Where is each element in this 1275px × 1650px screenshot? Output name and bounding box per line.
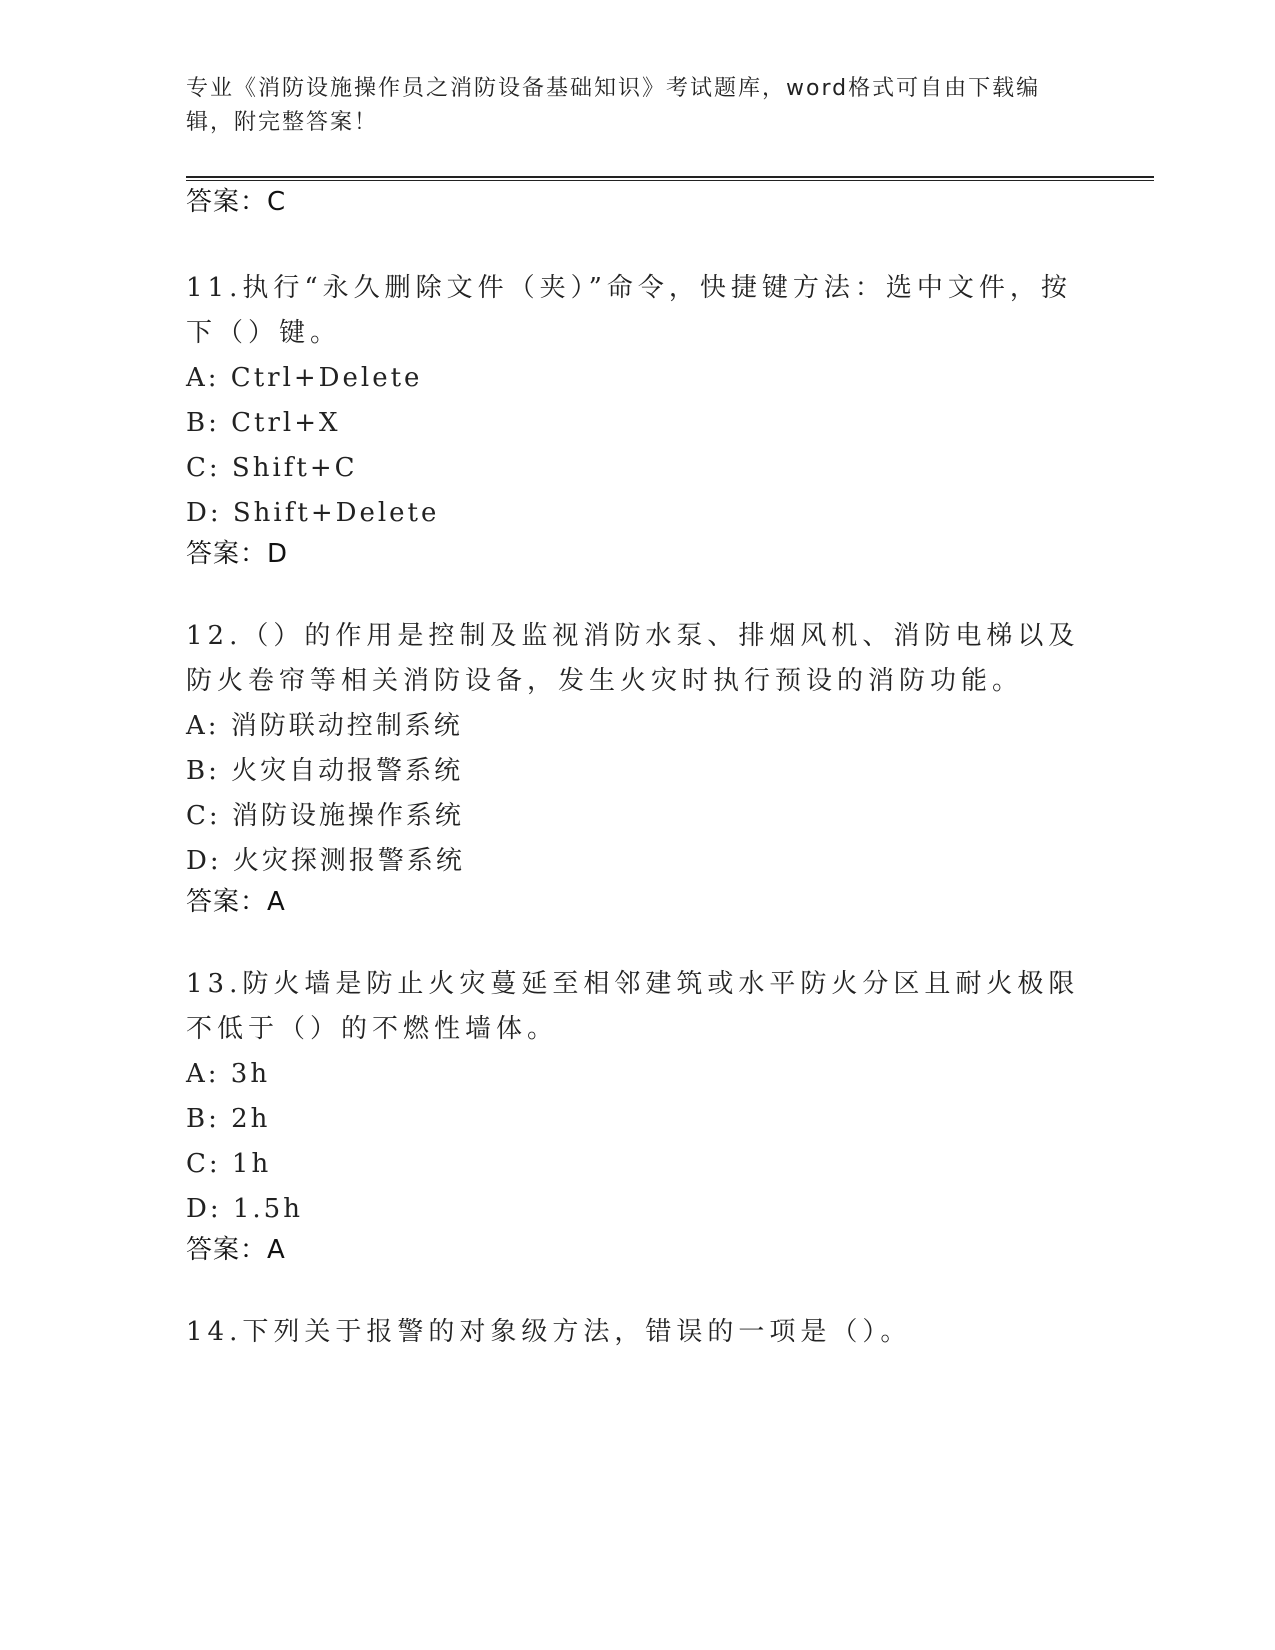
question-stem: 14.下列关于报警的对象级方法，错误的一项是（）。: [186, 1317, 912, 1347]
question-stem: 11.执行“永久删除文件（夹）”命令，快捷键方法：选中文件，按下（）键。: [186, 273, 1072, 348]
question-14: [186, 1310, 1086, 1355]
document-header: 专业《消防设施操作员之消防设备基础知识》考试题库，word格式可自由下载编辑，附完整答案！: [186, 76, 1041, 135]
question-13: [186, 962, 1086, 1268]
answer-line: 答案：C: [186, 187, 287, 217]
option-b: B: 火灾自动报警系统: [186, 756, 464, 786]
header-divider: [186, 176, 1154, 181]
option-d: D: 1.5h: [186, 1194, 303, 1224]
answer-line: 答案：D: [186, 539, 289, 569]
question-stem: 12.（）的作用是控制及监视消防水泵、排烟风机、消防电梯以及防火卷帘等相关消防设备，发生火灾时执行预设的消防功能。: [186, 621, 1080, 696]
option-a: A: 消防联动控制系统: [186, 711, 463, 741]
question-11: [186, 266, 1086, 572]
answer-line: 答案：A: [186, 1235, 286, 1265]
option-c: C: Shift+C: [186, 453, 358, 483]
option-d: D: Shift+Delete: [186, 498, 440, 528]
option-c: C: 消防设施操作系统: [186, 801, 464, 831]
answer-line: 答案：A: [186, 887, 286, 917]
option-a: A: Ctrl+Delete: [186, 363, 423, 393]
option-b: B: Ctrl+X: [186, 408, 341, 438]
question-stem: 13.防火墙是防止火灾蔓延至相邻建筑或水平防火分区且耐火极限不低于（）的不燃性墙体。: [186, 969, 1080, 1044]
question-12: [186, 614, 1086, 920]
option-d: D: 火灾探测报警系统: [186, 846, 465, 876]
option-c: C: 1h: [186, 1149, 272, 1179]
option-b: B: 2h: [186, 1104, 271, 1134]
option-a: A: 3h: [186, 1059, 271, 1089]
